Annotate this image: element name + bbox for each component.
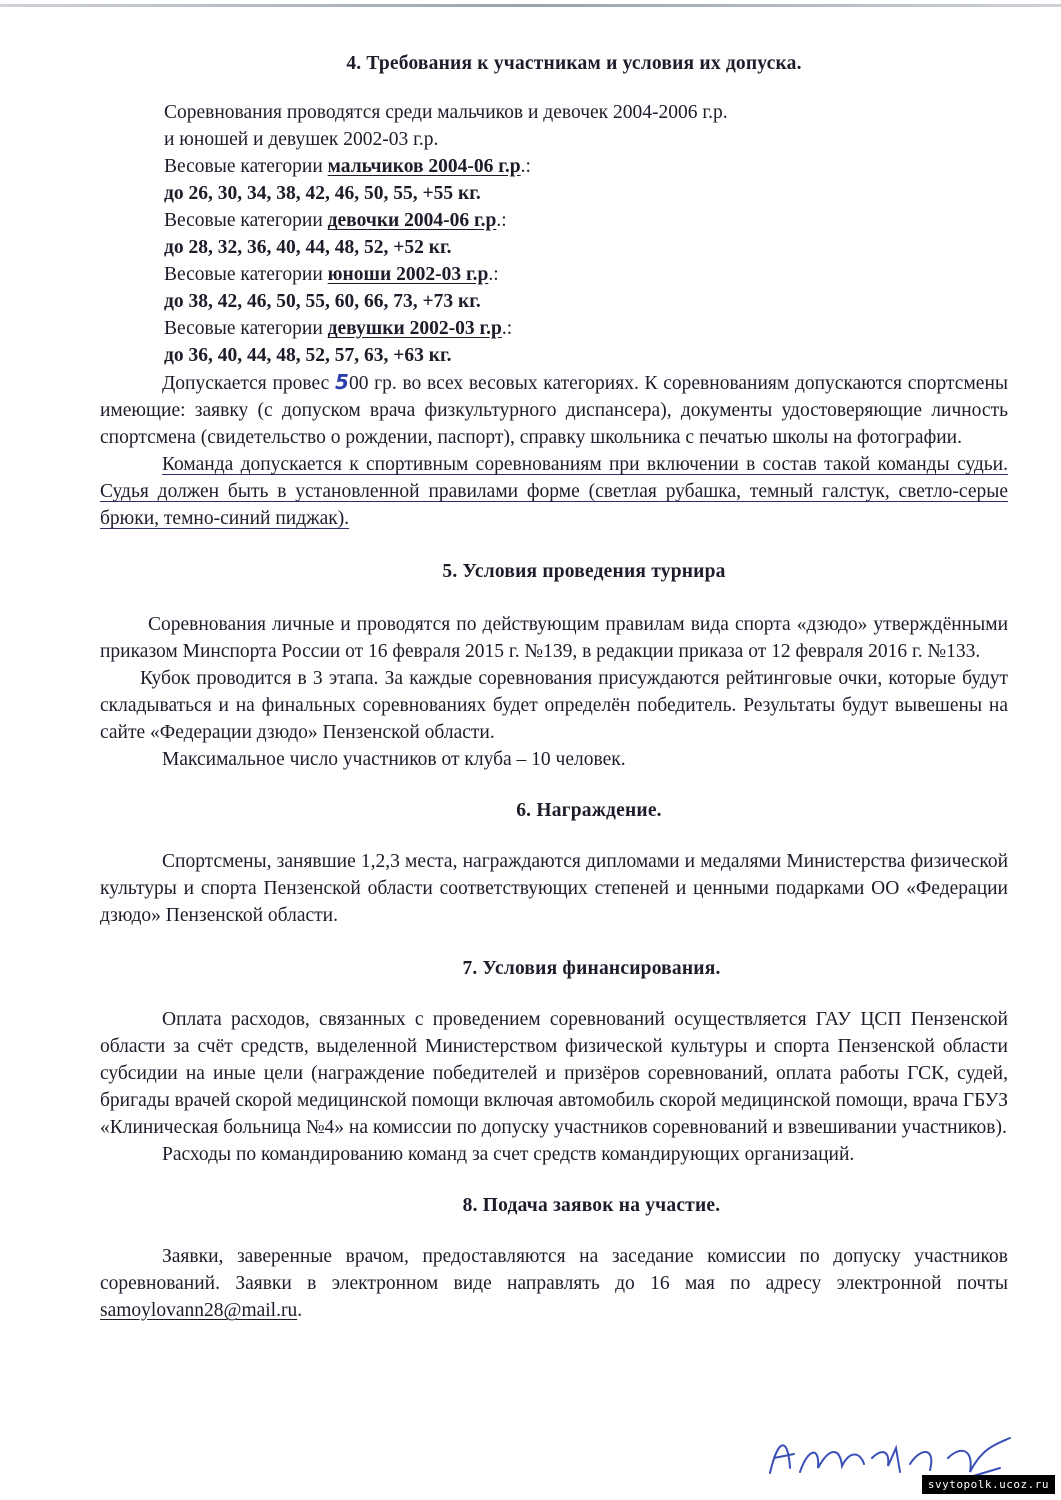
category-weights-juniors-f: до 36, 40, 44, 48, 52, 57, 63, +63 кг. [164, 345, 452, 366]
section-8-para-1: Заявки, заверенные врачом, предоставляются на заседание комиссии по допуску участников соревнований. Заявки в электронном виде направлять до 16 мая по адресу электронной почты samoylovann28@mail.ru. [100, 1246, 1008, 1321]
section-8-title: 8. Подача заявок на участие. [462, 1195, 721, 1216]
document-page [100, 50, 1008, 1324]
section-4-team-rule: Команда допускается к спортивным соревнованиям при включении в состав такой команды судьи. Судья должен быть в установленной правилами форме (светлая рубашка, темный галстук, светло-серые брюки, темно-синий пиджак). [100, 454, 1008, 529]
category-label-juniors-f: Весовые категории девушки 2002-03 г.р.: [164, 318, 513, 339]
section-7-para-1: Оплата расходов, связанных с проведением соревнований осуществляется ГАУ ЦСП Пензенской области за счёт средств, выделенной Министерством физической культуры и спорта Пензенской области субсидии на иные цели (награждение победителей и призёров соревнований, оплата работы ГСК, судей, бригады врачей скорой медицинской помощи включая автомобиль скорой медицинской помощи, врача ГБУЗ «Клиническая больница №4» на комиссии по допуску участников соревнований и взвешивании участников). [100, 1009, 1008, 1138]
watermark: svytopolk.ucoz.ru [922, 1475, 1055, 1494]
category-label-juniors-m: Весовые категории юноши 2002-03 г.р.: [164, 264, 499, 285]
section-5-title: 5. Условия проведения турнира [442, 561, 726, 582]
section-7-title: 7. Условия финансирования. [462, 958, 721, 979]
section-5-para-1: Соревнования личные и проводятся по действующим правилам вида спорта «дзюдо» утверждёнными приказом Минспорта России от 16 февраля 2015 г. №139, в редакции приказа от 12 февраля 2016 г. №133. [100, 614, 1008, 662]
category-weights-boys: до 26, 30, 34, 38, 42, 46, 50, 55, +55 кг. [164, 183, 481, 204]
category-label-girls: Весовые категории девочки 2004-06 г.р.: [164, 210, 507, 231]
section-4-intro-1: Соревнования проводятся среди мальчиков и девочек 2004-2006 г.р. [164, 102, 728, 123]
email-link[interactable]: samoylovann28@mail.ru [100, 1300, 298, 1321]
section-4-intro-2: и юношей и девушек 2002-03 г.р. [164, 129, 439, 150]
section-4-title: 4. Требования к участникам и условия их допуска. [346, 53, 802, 74]
scan-top-edge [0, 4, 1061, 7]
category-group-juniors-m: юноши 2002-03 г.р [327, 264, 489, 285]
category-weights-girls: до 28, 32, 36, 40, 44, 48, 52, +52 кг. [164, 237, 452, 258]
section-7-para-2: Расходы по командированию команд за счет средств командирующих организаций. [162, 1144, 855, 1165]
category-label-boys: Весовые категории мальчиков 2004-06 г.р.: [164, 156, 531, 177]
section-5-para-3: Максимальное число участников от клуба – 10 человек. [162, 749, 626, 770]
category-group-girls: девочки 2004-06 г.р [327, 210, 497, 231]
section-6-para-1: Спортсмены, занявшие 1,2,3 места, награждаются дипломами и медалями Министерства физической культуры и спорта Пензенской области соответствующих степеней и ценными подарками ОО «Федерации дзюдо» Пензенской области. [100, 851, 1008, 926]
category-weights-juniors-m: до 38, 42, 46, 50, 55, 60, 66, 73, +73 кг. [164, 291, 481, 312]
category-group-juniors-f: девушки 2002-03 г.р [327, 318, 502, 339]
handwritten-digit: 5 [335, 370, 349, 394]
section-5-para-2: Кубок проводится в 3 этапа. За каждые соревнования присуждаются рейтинговые очки, которые будут складываться и на финальных соревнованиях будет определён победитель. Результаты будут вывешены на сайте «Федерации дзюдо» Пензенской области. [100, 668, 1008, 743]
section-6-title: 6. Награждение. [516, 800, 662, 821]
category-group-boys: мальчиков 2004-06 г.р [327, 156, 521, 177]
section-4-admission: Допускается провес 500 гр. во всех весовых категориях. К соревнованиям допускаются спортсмены имеющие: заявку (с допуском врача физкультурного диспансера), документы удостоверяющие личность спортсмена (свидетельство о рождении, паспорт), справку школьника с печатью школы на фотографии. [100, 370, 1008, 448]
